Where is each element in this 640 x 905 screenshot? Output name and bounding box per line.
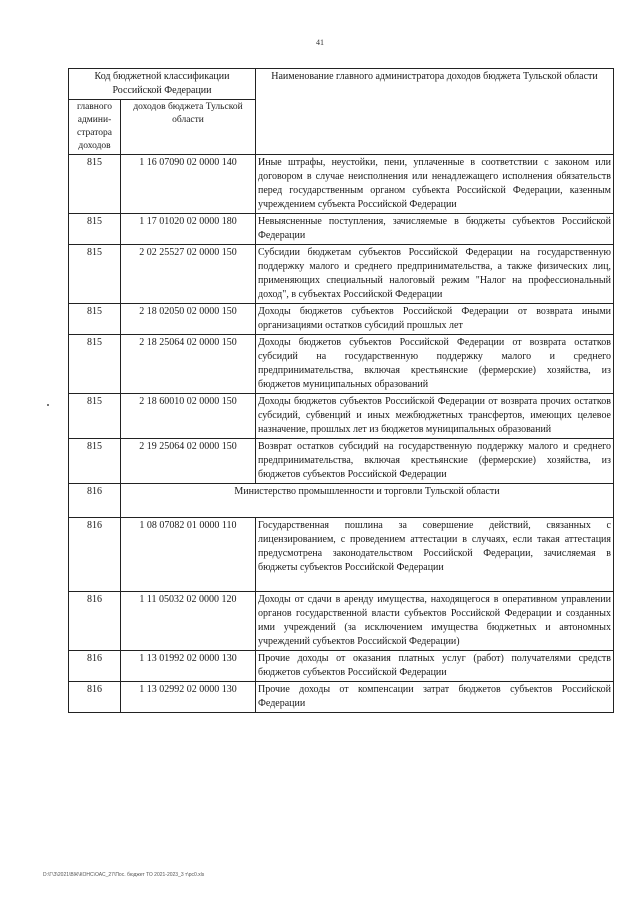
admin-code-cell: 815 [69,304,121,335]
income-name-cell: Доходы бюджетов субъектов Российской Федерации от возврата иными организациями остатков субсидий прошлых лет [256,304,614,335]
table-row [69,335,614,394]
income-name-cell: Невыясненные поступления, зачисляемые в бюджеты субъектов Российской Федерации [256,214,614,245]
income-name-cell: Прочие доходы от оказания платных услуг (работ) получателями средств бюджетов субъектов Российской Федерации [256,651,614,682]
income-name-cell: Возврат остатков субсидий на государственную поддержку малого и среднего предпринимательства, включая крестьянские (фермерские) хозяйства, из бюджетов субъектов Российской Федерации [256,439,614,484]
income-name-cell: Доходы от сдачи в аренду имущества, находящегося в оперативном управлении органов государственной власти субъектов Российской Федерации и созданных ими учреждений (за исключением имущества бюджетных и автономных учреждений субъектов Российской Федерации) [256,592,614,651]
income-code-cell: 2 18 60010 02 0000 150 [121,394,256,439]
income-name-cell: Доходы бюджетов субъектов Российской Федерации от возврата прочих остатков субсидий, субвенций и иных межбюджетных трансфертов, имеющих целевое назначение, прошлых лет из бюджетов муниципальных образований [256,394,614,439]
table-row [69,592,614,651]
income-name-cell: Иные штрафы, неустойки, пени, уплаченные в соответствии с законом или договором в случае неисполнения или ненадлежащего исполнения обязательств перед государственным органом субъекта Российской Федерации, казенным учреждением субъекта Российской Федерации [256,155,614,214]
income-code-cell: 1 08 07082 01 0000 110 [121,518,256,592]
header-administrator-name: Наименование главного администратора доходов бюджета Тульской области [256,69,614,155]
income-code-cell: 2 19 25064 02 0000 150 [121,439,256,484]
header-regional-income: доходов бюджета Тульской области [121,100,256,155]
admin-code-cell: 815 [69,214,121,245]
table-row [69,518,614,592]
file-path-footer: D:\Г\З\2021\ВЖ\КОНС\ОАС_27\Пос. бюджет ТО 2021-2023_3 т\рс0.xls [43,872,205,878]
admin-code-cell: 816 [69,651,121,682]
income-code-cell: 1 11 05032 02 0000 120 [121,592,256,651]
admin-code-cell: 815 [69,394,121,439]
income-code-cell: 2 18 02050 02 0000 150 [121,304,256,335]
admin-code-cell: 816 [69,592,121,651]
income-code-cell: 1 13 02992 02 0000 130 [121,682,256,713]
income-code-cell: 1 17 01020 02 0000 180 [121,214,256,245]
income-name-cell: Государственная пошлина за совершение действий, связанных с лицензированием, с проведением аттестации в случаях, если такая аттестация предусмотрена законодательством Российской Федерации, зачисляемая в бюджеты субъектов Российской Федерации [256,518,614,592]
table-row [69,214,614,245]
budget-classification-table [68,68,614,713]
table-row [69,394,614,439]
table-row [69,245,614,304]
page-number: 41 [316,38,324,47]
scan-dot [47,404,49,406]
income-code-cell: 1 16 07090 02 0000 140 [121,155,256,214]
header-main-administrator: главного админи-стратора доходов [69,100,121,155]
admin-code-cell: 816 [69,518,121,592]
ministry-name-cell: Министерство промышленности и торговли Тульской области [121,484,614,518]
admin-code-cell: 816 [69,682,121,713]
income-code-cell: 1 13 01992 02 0000 130 [121,651,256,682]
table-row [69,304,614,335]
admin-code-cell: 815 [69,245,121,304]
header-budget-code: Код бюджетной классификации Российской Федерации [69,69,256,100]
table-header-row [69,69,614,100]
table-row [69,651,614,682]
table-row [69,439,614,484]
ministry-row [69,484,614,518]
admin-code-cell: 815 [69,335,121,394]
table-row [69,682,614,713]
table-row [69,155,614,214]
admin-code-cell: 816 [69,484,121,518]
income-name-cell: Доходы бюджетов субъектов Российской Федерации от возврата остатков субсидий на государственную поддержку малого и среднего предпринимательства, включая крестьянские (фермерские) хозяйства, из бюджетов муниципальных образований [256,335,614,394]
income-name-cell: Субсидии бюджетам субъектов Российской Федерации на государственную поддержку малого и среднего предпринимательства, а также физических лиц, применяющих специальный налоговый режим "Налог на профессиональный доход", в субъектах Российской Федерации [256,245,614,304]
income-code-cell: 2 18 25064 02 0000 150 [121,335,256,394]
admin-code-cell: 815 [69,439,121,484]
income-code-cell: 2 02 25527 02 0000 150 [121,245,256,304]
income-name-cell: Прочие доходы от компенсации затрат бюджетов субъектов Российской Федерации [256,682,614,713]
admin-code-cell: 815 [69,155,121,214]
